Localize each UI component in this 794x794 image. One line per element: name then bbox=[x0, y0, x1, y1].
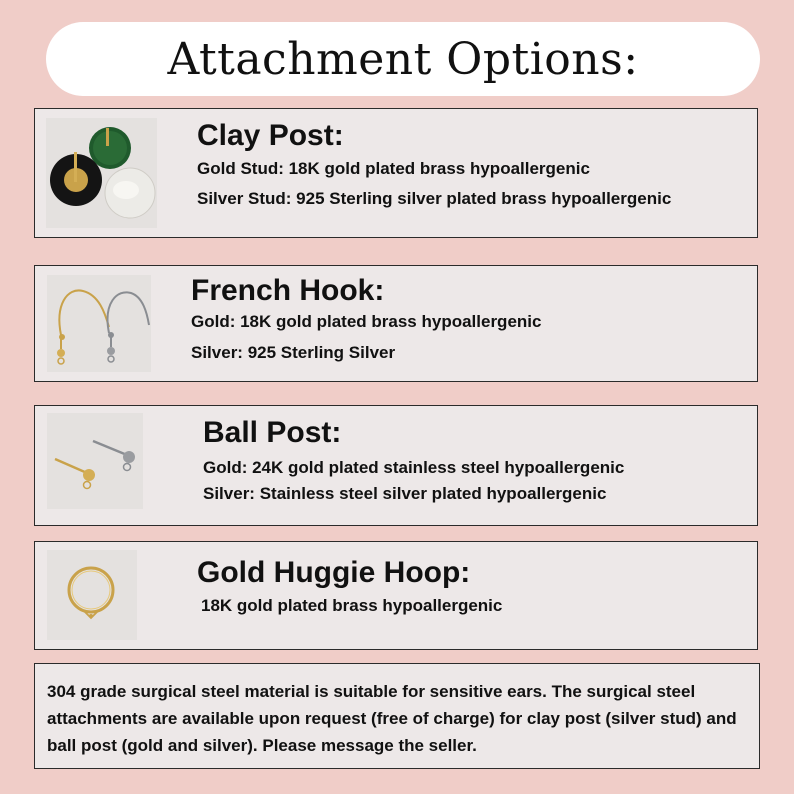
option-detail: Silver: 925 Sterling Silver bbox=[191, 343, 396, 362]
option-name: Clay Post: bbox=[197, 119, 344, 152]
option-card-french-hook bbox=[34, 265, 758, 382]
option-detail: Gold: 18K gold plated brass hypoallergenic bbox=[191, 312, 542, 331]
french-hook-earring-icon bbox=[47, 275, 151, 372]
option-card-ball-post bbox=[34, 405, 758, 526]
option-detail: Gold Stud: 18K gold plated brass hypoallergenic bbox=[197, 159, 590, 178]
option-detail: Silver Stud: 925 Sterling silver plated brass hypoallergenic bbox=[197, 189, 672, 208]
ball-post-earring-icon bbox=[47, 413, 143, 509]
option-name: Ball Post: bbox=[203, 416, 342, 449]
title-banner bbox=[46, 22, 760, 96]
huggie-hoop-icon bbox=[47, 550, 137, 640]
surgical-steel-note bbox=[34, 663, 760, 769]
page-title: Attachment Options: bbox=[167, 33, 639, 85]
clay-post-earring-icon bbox=[46, 118, 157, 228]
option-detail: Gold: 24K gold plated stainless steel hypoallergenic bbox=[203, 458, 625, 477]
option-detail: 18K gold plated brass hypoallergenic bbox=[201, 596, 503, 615]
option-card-clay-post bbox=[34, 108, 758, 238]
option-name: Gold Huggie Hoop: bbox=[197, 556, 471, 589]
option-detail: Silver: Stainless steel silver plated hypoallergenic bbox=[203, 484, 607, 503]
note-text: 304 grade surgical steel material is suitable for sensitive ears. The surgical steel attachments are available upon request (free of charge) for clay post (silver stud) and ball post (gold and silver). Please message the seller. bbox=[47, 682, 737, 755]
option-name: French Hook: bbox=[191, 274, 385, 307]
option-card-huggie-hoop bbox=[34, 541, 758, 650]
